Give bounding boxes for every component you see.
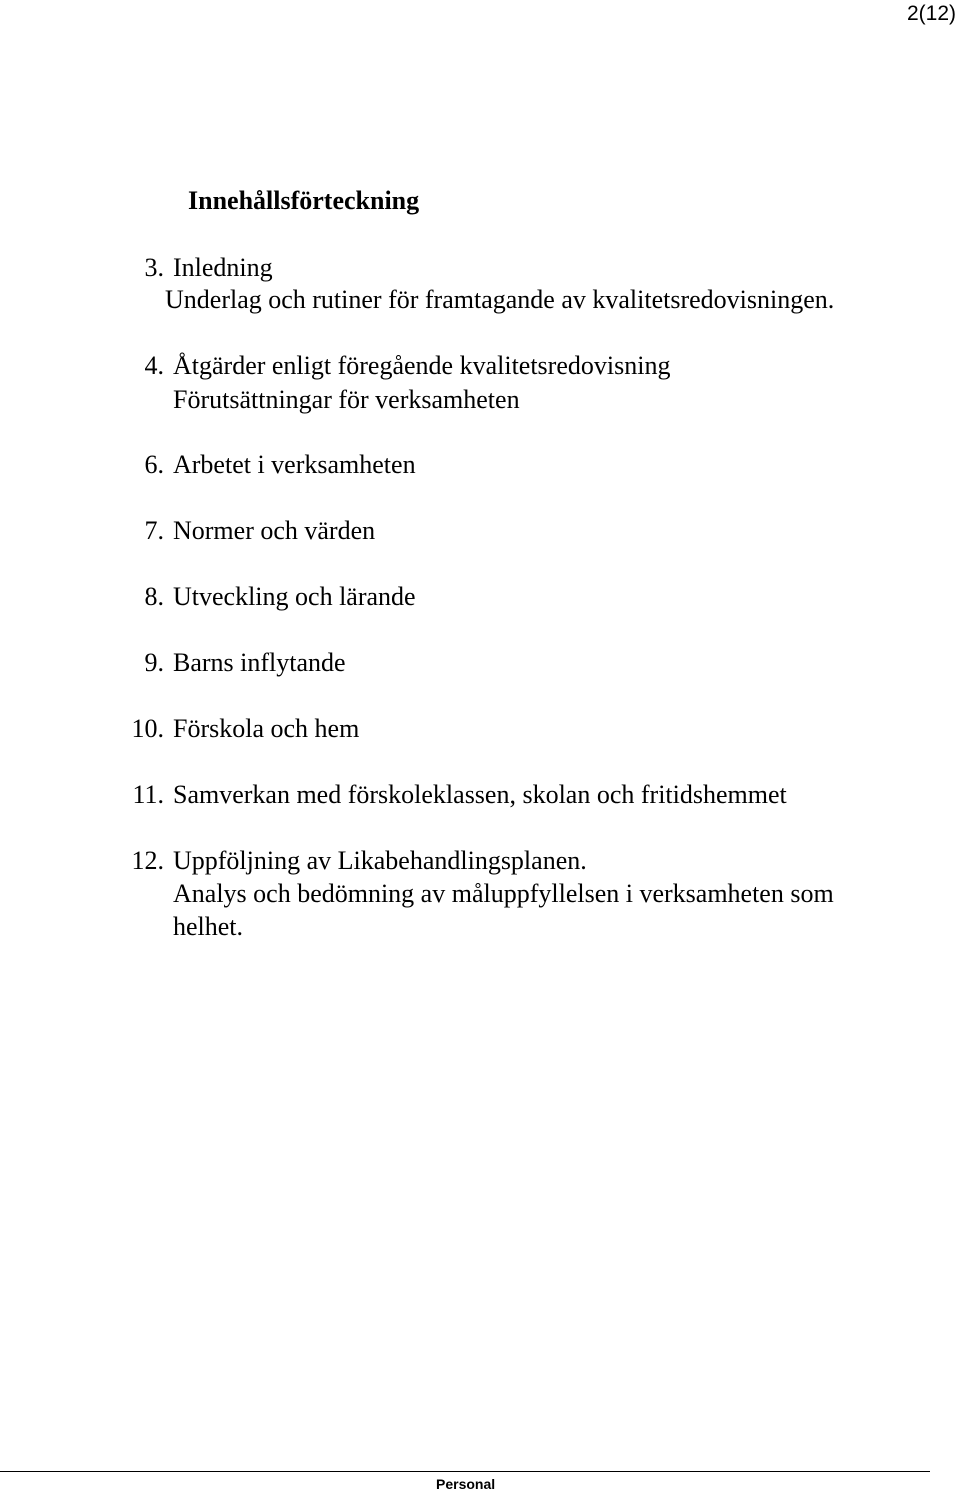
toc-entry-12-subtitle-cont: helhet.: [173, 912, 244, 941]
toc-entry-3: [0, 252, 960, 284]
toc-entry-11: [0, 779, 960, 811]
toc-entry-4-subtitle: Förutsättningar för verksamheten: [173, 385, 520, 414]
toc-entry-text: Åtgärder enligt föregående kvalitetsredovisning: [173, 351, 671, 380]
toc-entry-number: 11.: [132, 780, 164, 809]
toc-entry-7: [0, 515, 960, 547]
toc-entry-12-subtitle: Analys och bedömning av måluppfyllelsen i verksamheten som: [173, 879, 834, 908]
toc-entry-number: 9.: [144, 648, 164, 677]
page-number: 2(12): [906, 2, 956, 25]
toc-entry-10: [0, 713, 960, 745]
toc-entry-6: [0, 449, 960, 481]
toc-entry-number: 12.: [131, 846, 164, 875]
toc-entry-text: Samverkan med förskoleklassen, skolan och fritidshemmet: [173, 780, 787, 809]
toc-entry-number: 8.: [144, 582, 164, 611]
toc-entry-text: Normer och värden: [173, 516, 376, 545]
toc-entry-number: 3.: [144, 253, 164, 282]
toc-entry-number: 10.: [131, 714, 164, 743]
toc-title: Innehållsförteckning: [188, 186, 420, 215]
footer-divider: [0, 1471, 930, 1472]
toc-entry-number: 6.: [144, 450, 164, 479]
toc-entry-number: 7.: [144, 516, 164, 545]
toc-entry-text: Inledning: [173, 253, 273, 282]
toc-entry-4: [0, 350, 960, 382]
toc-entry-text: Uppföljning av Likabehandlingsplanen.: [173, 846, 587, 875]
toc-entry-text: Arbetet i verksamheten: [173, 450, 416, 479]
toc-entry-12: [0, 845, 960, 877]
toc-entry-number: 4.: [144, 351, 164, 380]
toc-entry-text: Barns inflytande: [173, 648, 346, 677]
toc-entry-8: [0, 581, 960, 613]
toc-entry-text: Förskola och hem: [173, 714, 360, 743]
toc-entry-9: [0, 647, 960, 679]
footer-label: Personal: [436, 1476, 496, 1492]
toc-entry-text: Utveckling och lärande: [173, 582, 416, 611]
toc-entry-3-subtitle: Underlag och rutiner för framtagande av kvalitetsredovisningen.: [165, 285, 835, 314]
